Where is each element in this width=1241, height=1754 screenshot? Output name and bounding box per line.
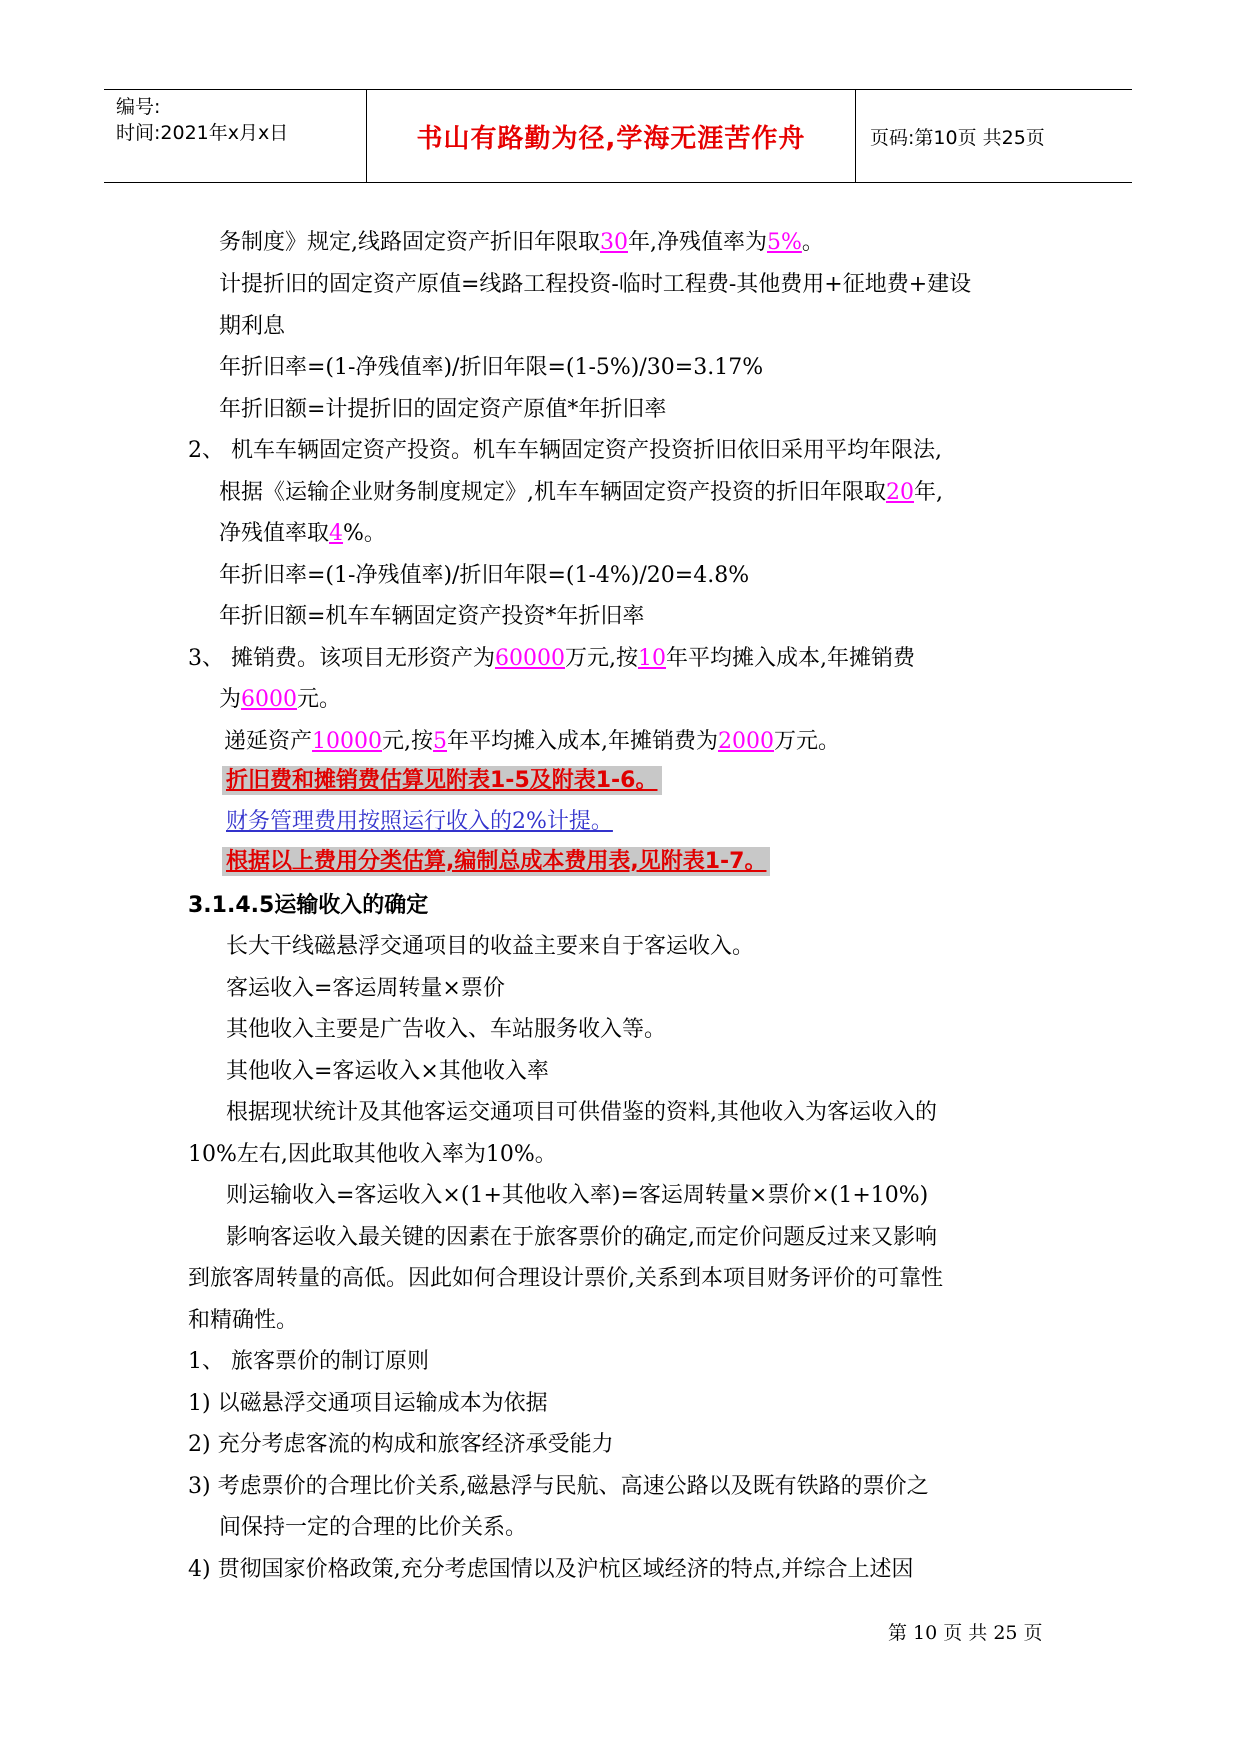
- blue-text: 财务管理费用按照运行收入的2%计提。: [226, 809, 613, 834]
- list-item: [188, 641, 915, 672]
- paragraph-line: 长大干线磁悬浮交通项目的收益主要来自于客运收入。: [226, 934, 755, 959]
- paragraph-line: [224, 724, 840, 755]
- paragraph-line: [219, 682, 341, 713]
- paragraph-line: 期利息: [219, 314, 286, 339]
- header-page-label: 页码:第10页 共25页: [870, 126, 1045, 149]
- text: 年,净残值率为: [628, 230, 767, 255]
- header-number-label: 编号:: [116, 96, 161, 118]
- text: 年平均摊入成本,年摊销费为: [447, 729, 719, 754]
- text: 3、 摊销费。该项目无形资产为: [188, 646, 495, 671]
- formula-line: 年折旧率=(1-净残值率)/折旧年限=(1-4%)/20=4.8%: [219, 563, 750, 588]
- value-5pct: 5%: [767, 230, 802, 255]
- section-heading: 3.1.4.5运输收入的确定: [188, 893, 429, 918]
- value-4: 4: [329, 521, 344, 546]
- value-30: 30: [600, 230, 628, 255]
- text: %。: [343, 521, 386, 546]
- paragraph-line: 计提折旧的固定资产原值=线路工程投资-临时工程费-其他费用+征地费+建设: [219, 272, 972, 297]
- formula-line: 年折旧额=计提折旧的固定资产原值*年折旧率: [219, 397, 667, 422]
- highlight-note: [222, 844, 770, 875]
- list-item: 2、 机车车辆固定资产投资。机车车辆固定资产投资折旧依旧采用平均年限法,: [188, 438, 942, 463]
- paragraph-line: [219, 225, 824, 256]
- text: 元。: [297, 687, 342, 712]
- paragraph-line: [219, 516, 386, 547]
- header-motto: 书山有路勤为径,学海无涯苦作舟: [416, 123, 806, 154]
- value-20: 20: [886, 480, 914, 505]
- paragraph-line: 其他收入主要是广告收入、车站服务收入等。: [226, 1017, 667, 1042]
- header-meta: [104, 90, 366, 182]
- text: 万元。: [774, 729, 841, 754]
- text: 务制度》规定,线路固定资产折旧年限取: [219, 230, 600, 255]
- value-60000: 60000: [495, 646, 565, 671]
- list-item: 3) 考虑票价的合理比价关系,磁悬浮与民航、高速公路以及既有铁路的票价之: [188, 1474, 929, 1499]
- paragraph-line: 间保持一定的合理的比价关系。: [219, 1515, 528, 1540]
- value-10: 10: [638, 646, 666, 671]
- formula-line: 年折旧率=(1-净残值率)/折旧年限=(1-5%)/30=3.17%: [219, 355, 764, 380]
- paragraph-line: [219, 475, 943, 506]
- page-header: [104, 89, 1132, 183]
- paragraph-line: 10%左右,因此取其他收入率为10%。: [188, 1142, 557, 1167]
- list-item: 2) 充分考虑客流的构成和旅客经济承受能力: [188, 1432, 614, 1457]
- text: 为: [219, 687, 242, 712]
- text: 元,按: [382, 729, 434, 754]
- formula-line: 客运收入=客运周转量×票价: [226, 976, 505, 1001]
- highlight-text: 根据以上费用分类估算,编制总成本费用表,见附表1-7。: [222, 847, 770, 876]
- highlight-text: 折旧费和摊销费估算见附表1-5及附表1-6。: [222, 766, 662, 795]
- header-time-label: 时间:2021年x月x日: [116, 122, 289, 144]
- formula-line: 则运输收入=客运收入×(1+其他收入率)=客运周转量×票价×(1+10%): [226, 1183, 929, 1208]
- highlight-note: [222, 763, 662, 794]
- text: 。: [801, 230, 824, 255]
- text: 净残值率取: [219, 521, 330, 546]
- list-item: 1、 旅客票价的制订原则: [188, 1349, 429, 1374]
- page-footer: 第 10 页 共 25 页: [888, 1622, 1043, 1644]
- paragraph-line: 和精确性。: [188, 1308, 299, 1333]
- list-item: 4) 贯彻国家价格政策,充分考虑国情以及沪杭区域经济的特点,并综合上述因: [188, 1557, 914, 1582]
- value-5: 5: [433, 729, 448, 754]
- value-6000: 6000: [241, 687, 298, 712]
- value-2000: 2000: [718, 729, 775, 754]
- text: 递延资产: [224, 729, 313, 754]
- text: 万元,按: [565, 646, 638, 671]
- paragraph-line: 根据现状统计及其他客运交通项目可供借鉴的资料,其他收入为客运收入的: [226, 1100, 937, 1125]
- formula-line: 年折旧额=机车车辆固定资产投资*年折旧率: [219, 604, 645, 629]
- value-10000: 10000: [312, 729, 383, 754]
- list-item: 1) 以磁悬浮交通项目运输成本为依据: [188, 1391, 548, 1416]
- blue-note: [226, 804, 613, 835]
- text: 根据《运输企业财务制度规定》,机车车辆固定资产投资的折旧年限取: [219, 480, 886, 505]
- text: 年平均摊入成本,年摊销费: [666, 646, 915, 671]
- formula-line: 其他收入=客运收入×其他收入率: [226, 1059, 549, 1084]
- text: 年,: [914, 480, 943, 505]
- header-motto-cell: [366, 90, 856, 182]
- paragraph-line: 到旅客周转量的高低。因此如何合理设计票价,关系到本项目财务评价的可靠性: [188, 1266, 943, 1291]
- paragraph-line: 影响客运收入最关键的因素在于旅客票价的确定,而定价问题反过来又影响: [226, 1225, 937, 1250]
